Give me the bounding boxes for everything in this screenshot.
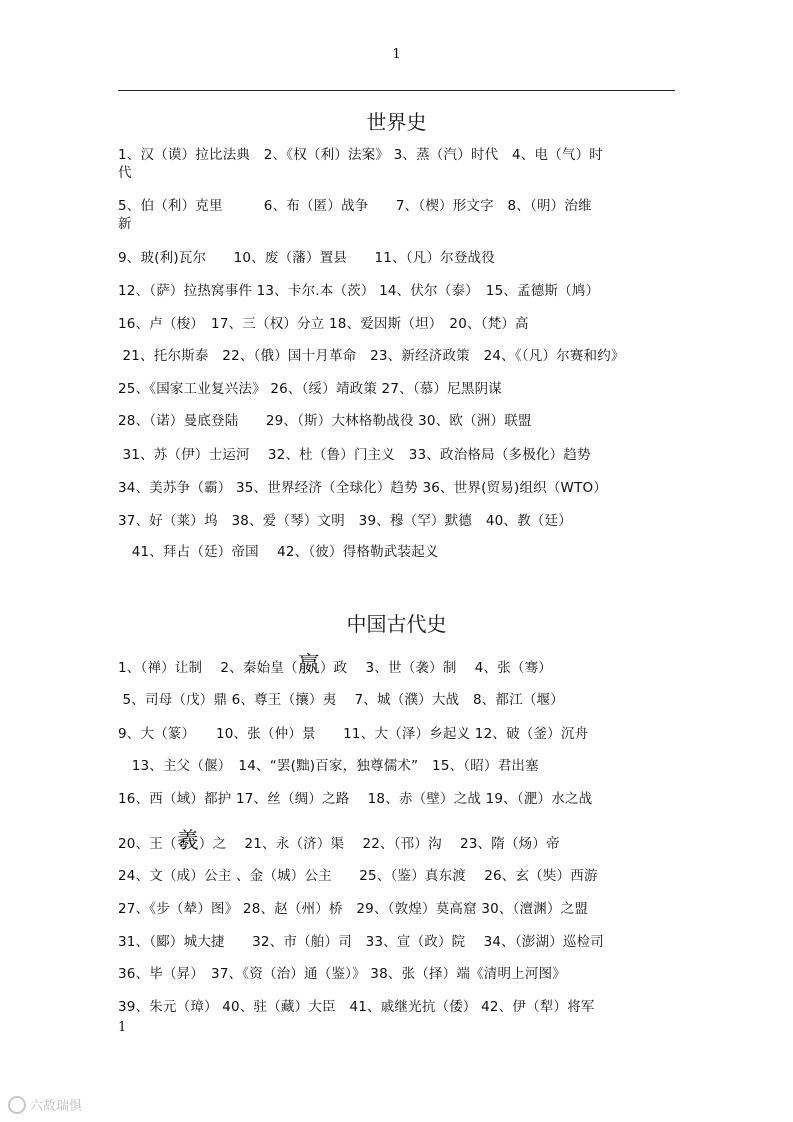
line-part: 1、（禅）让制 2、秦始皇（	[118, 660, 298, 676]
line-part: 20、王（	[118, 836, 177, 852]
list-line: 代	[118, 165, 132, 181]
list-line: 28、（诺）曼底登陆 29、（斯）大林格勒战役 30、欧（洲）联盟	[118, 413, 532, 429]
list-line: 5、司母（戊）鼎 6、尊王（攘）夷 7、城（濮）大战 8、都江（堰）	[118, 692, 564, 708]
line-part: ）之 21、永（济）渠 22、（邗）沟 23、隋（炀）帝	[198, 836, 560, 852]
section-title-ancient-china: 中国古代史	[346, 612, 447, 636]
list-line: 31、（郾）城大捷 32、市（舶）司 33、宣（政）院 34、（澎湖）巡检司	[118, 934, 605, 950]
list-line: 9、玻(利)瓦尔 10、废（藩）置县 11、（凡）尔登战役	[118, 250, 495, 266]
list-line: 41、拜占（廷）帝国 42、（彼）得格勒武装起义	[118, 544, 439, 560]
list-line: 16、西（域）都护 17、丝（绸）之路 18、赤（壁）之战 19、（淝）水之战	[118, 791, 593, 807]
watermark-logo-icon	[8, 1096, 26, 1114]
list-line	[118, 653, 678, 678]
list-line: 36、毕（昇） 37、《资（治）通（鉴）》 38、张（择）端《清明上河图》	[118, 966, 566, 982]
list-line: 39、朱元（璋） 40、驻（藏）大臣 41、戚继光抗（倭） 42、伊（犁）将军	[118, 999, 595, 1015]
list-line: 27、《步（辇）图》 28、赵（州）桥 29、（敦煌）莫高窟 30、（澶渊）之盟	[118, 901, 589, 917]
list-line: 37、好（莱）坞 38、爱（琴）文明 39、穆（罕）默德 40、教（廷）	[118, 513, 572, 529]
list-line	[118, 829, 678, 854]
list-line: 25、《国家工业复兴法》 26、（绥）靖政策 27、（慕）尼黑阴谋	[118, 381, 502, 397]
list-line: 16、卢（梭） 17、三（权）分立 18、爱因斯（坦） 20、（梵）高	[118, 316, 529, 332]
list-line: 12、（萨）拉热窝事件 13、卡尔.本（茨） 14、伏尔（泰） 15、孟德斯（鸠）	[118, 283, 600, 299]
header-rule	[118, 90, 675, 91]
list-line: 9、大（篆） 10、张（仲）景 11、大（泽）乡起义 12、破（釜）沉舟	[118, 726, 589, 742]
watermark	[8, 1095, 82, 1114]
list-line: 34、美苏争（霸） 35、世界经济（全球化）趋势 36、世界(贸易)组织（WTO）	[118, 480, 608, 496]
page-number-bottom: 1	[118, 1020, 127, 1035]
list-line: 13、主父（偃） 14、“罢(黜)百家，独尊儒术” 15、（昭）君出塞	[118, 758, 539, 774]
list-line: 21、托尔斯泰 22、（俄）国十月革命 23、新经济政策 24、《（凡）尔赛和约》	[118, 348, 625, 364]
list-line: 1、汉（谟）拉比法典 2、《权（利）法案》 3、蒸（汽）时代 4、电（气）时	[118, 147, 603, 163]
section-title-world-history: 世界史	[366, 110, 427, 134]
page-number-top: 1	[392, 47, 401, 62]
large-glyph: 羲	[176, 829, 199, 854]
line-part: ）政 3、世（袭）制 4、张（骞）	[319, 660, 552, 676]
list-line: 31、苏（伊）士运河 32、杜（鲁）门主义 33、政治格局（多极化）趋势	[118, 447, 591, 463]
watermark-text: 六故瑞惧	[30, 1099, 83, 1114]
list-line: 新	[118, 216, 132, 232]
large-glyph: 嬴	[297, 653, 320, 678]
list-line: 5、伯（利）克里 6、布（匿）战争 7、（楔）形文字 8、（明）治维	[118, 198, 592, 214]
list-line: 24、文（成）公主 、金（城）公主 25、（鉴）真东渡 26、玄（奘）西游	[118, 868, 598, 884]
